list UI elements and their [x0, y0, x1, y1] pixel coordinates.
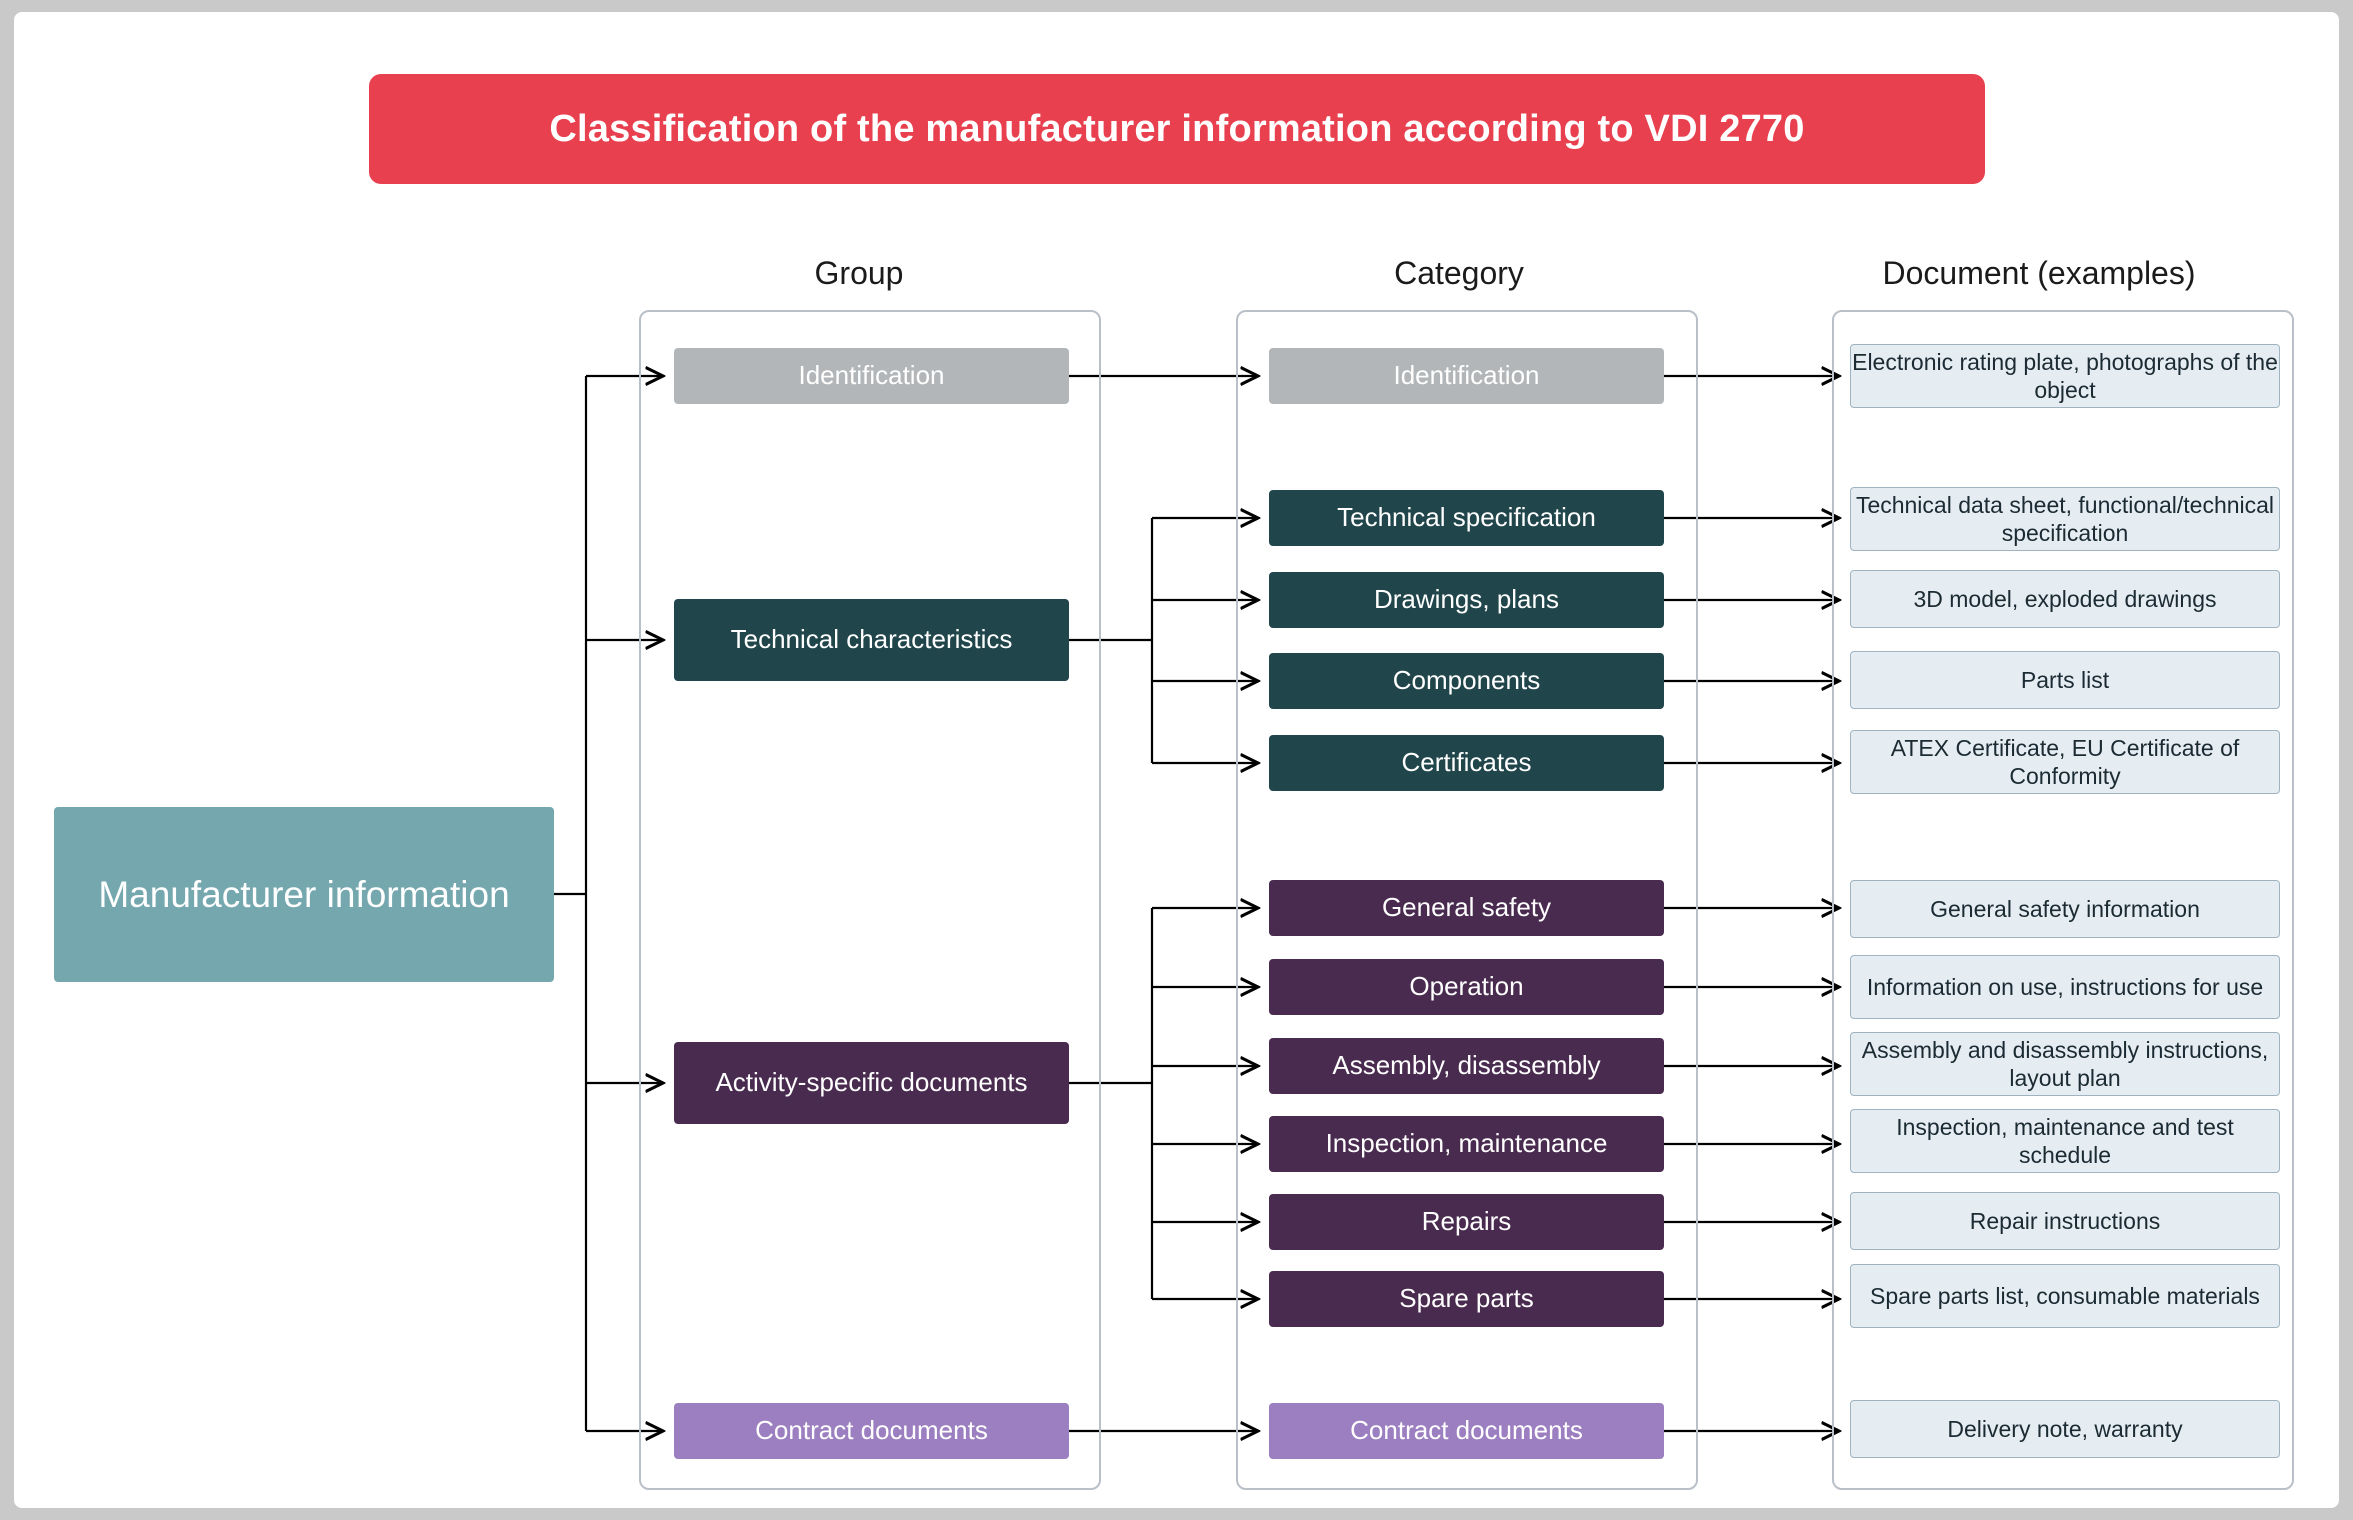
document-drawings-plans[interactable]: 3D model, exploded drawings	[1850, 570, 2280, 628]
category-spare-parts[interactable]: Spare parts	[1269, 1271, 1664, 1327]
diagram-title: Classification of the manufacturer information according to VDI 2770	[369, 74, 1985, 184]
document-technical-specification[interactable]: Technical data sheet, functional/technical specification	[1850, 487, 2280, 551]
document-assembly-disassembly[interactable]: Assembly and disassembly instructions, layout plan	[1850, 1032, 2280, 1096]
node-manufacturer-information[interactable]: Manufacturer information	[54, 807, 554, 982]
group-contract-documents[interactable]: Contract documents	[674, 1403, 1069, 1459]
group-technical-characteristics[interactable]: Technical characteristics	[674, 599, 1069, 681]
category-technical-specification[interactable]: Technical specification	[1269, 490, 1664, 546]
column-header-document: Document (examples)	[1882, 255, 2196, 291]
column-header-category: Category	[1394, 255, 1524, 291]
category-inspection-maintenance[interactable]: Inspection, maintenance	[1269, 1116, 1664, 1172]
diagram-canvas	[14, 12, 2339, 1508]
category-certificates[interactable]: Certificates	[1269, 735, 1664, 791]
group-identification[interactable]: Identification	[674, 348, 1069, 404]
category-identification[interactable]: Identification	[1269, 348, 1664, 404]
group-column-frame	[639, 310, 1101, 1490]
category-assembly-disassembly[interactable]: Assembly, disassembly	[1269, 1038, 1664, 1094]
document-operation[interactable]: Information on use, instructions for use	[1850, 955, 2280, 1019]
document-identification[interactable]: Electronic rating plate, photographs of the object	[1850, 344, 2280, 408]
category-operation[interactable]: Operation	[1269, 959, 1664, 1015]
category-general-safety[interactable]: General safety	[1269, 880, 1664, 936]
category-drawings-plans[interactable]: Drawings, plans	[1269, 572, 1664, 628]
document-contract-documents[interactable]: Delivery note, warranty	[1850, 1400, 2280, 1458]
category-contract-documents[interactable]: Contract documents	[1269, 1403, 1664, 1459]
category-repairs[interactable]: Repairs	[1269, 1194, 1664, 1250]
group-activity-specific-documents[interactable]: Activity-specific documents	[674, 1042, 1069, 1124]
document-spare-parts[interactable]: Spare parts list, consumable materials	[1850, 1264, 2280, 1328]
document-certificates[interactable]: ATEX Certificate, EU Certificate of Conformity	[1850, 730, 2280, 794]
category-components[interactable]: Components	[1269, 653, 1664, 709]
document-general-safety[interactable]: General safety information	[1850, 880, 2280, 938]
document-components[interactable]: Parts list	[1850, 651, 2280, 709]
column-header-group: Group	[814, 255, 904, 291]
document-repairs[interactable]: Repair instructions	[1850, 1192, 2280, 1250]
document-inspection-maintenance[interactable]: Inspection, maintenance and test schedule	[1850, 1109, 2280, 1173]
